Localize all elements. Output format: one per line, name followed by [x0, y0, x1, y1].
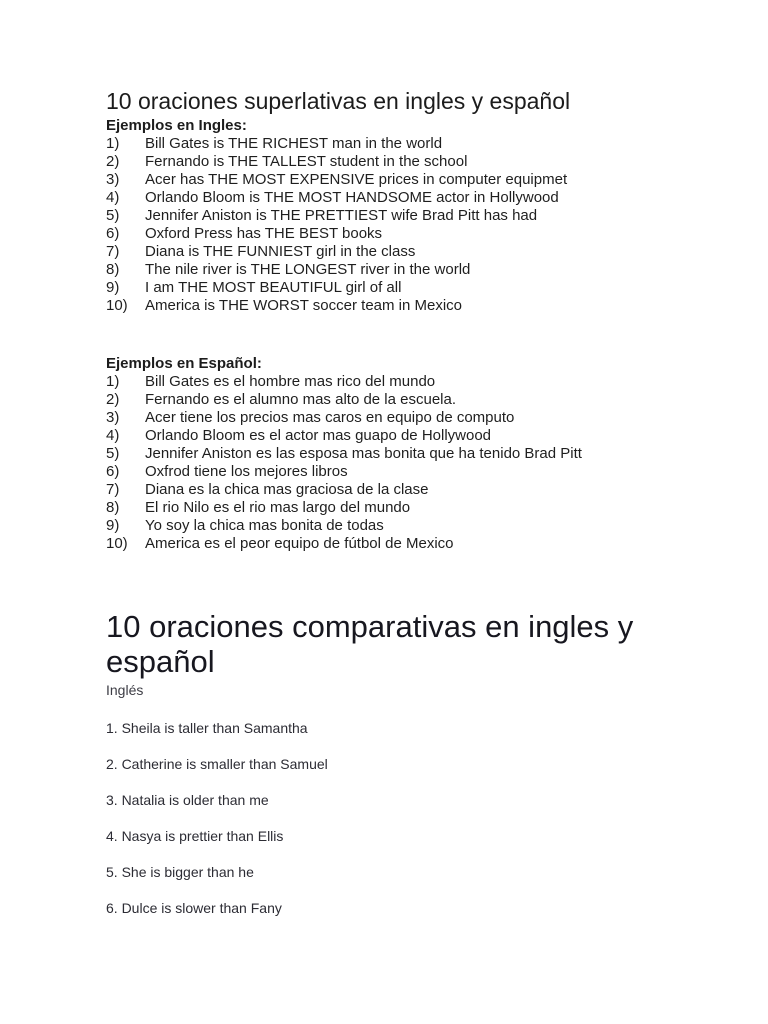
list-item-number: 4) — [106, 427, 120, 444]
list-item-text: Orlando Bloom es el actor mas guapo de Hollywood — [145, 427, 492, 444]
list-item — [106, 427, 708, 445]
comparative-sentence: 3. Natalia is older than me — [106, 792, 269, 808]
comparative-sentences — [106, 720, 708, 917]
list-item-number: 6) — [106, 225, 120, 242]
list-item — [106, 225, 708, 243]
list-item — [106, 517, 708, 535]
english-examples-label: Ejemplos en Ingles: — [106, 117, 247, 134]
list-item-text: America es el peor equipo de fútbol de Mexico — [145, 535, 454, 552]
list-item-text: The nile river is THE LONGEST river in the world — [145, 261, 471, 278]
document-content — [106, 88, 708, 936]
list-item — [106, 445, 708, 463]
list-item-number: 3) — [106, 171, 120, 188]
list-item — [106, 153, 708, 171]
comparatives-title: 10 oraciones comparativas en ingles y español — [106, 609, 634, 679]
list-item-number: 5) — [106, 445, 120, 462]
comparative-sentence: 6. Dulce is slower than Fany — [106, 900, 282, 916]
list-item-text: Acer tiene los precios mas caros en equipo de computo — [145, 409, 515, 426]
list-item-text: Diana is THE FUNNIEST girl in the class — [145, 243, 416, 260]
list-item-number: 5) — [106, 207, 120, 224]
spanish-examples-label: Ejemplos en Español: — [106, 355, 262, 372]
list-item — [106, 243, 708, 261]
list-item-number: 10) — [106, 297, 128, 314]
list-item — [106, 261, 708, 279]
list-item — [106, 135, 708, 153]
list-item — [106, 297, 708, 315]
comparatives-subtitle: Inglés — [106, 682, 144, 698]
list-item-text: Fernando is THE TALLEST student in the school — [145, 153, 468, 170]
list-item — [106, 391, 708, 409]
list-item-number: 2) — [106, 391, 120, 408]
list-item-number: 8) — [106, 499, 120, 516]
list-item-number: 3) — [106, 409, 120, 426]
list-item-text: Acer has THE MOST EXPENSIVE prices in computer equipmet — [145, 171, 568, 188]
list-item-text: I am THE MOST BEAUTIFUL girl of all — [145, 279, 402, 296]
list-item — [106, 481, 708, 499]
list-item-text: Oxfrod tiene los mejores libros — [145, 463, 348, 480]
list-item — [106, 373, 708, 391]
list-item-number: 2) — [106, 153, 120, 170]
list-item — [106, 409, 708, 427]
list-item — [106, 463, 708, 481]
list-item — [106, 535, 708, 553]
list-item-text: Bill Gates es el hombre mas rico del mundo — [145, 373, 436, 390]
list-item-text: Fernando es el alumno mas alto de la escuela. — [145, 391, 457, 408]
spanish-examples-list — [106, 373, 708, 553]
list-item-text: Oxford Press has THE BEST books — [145, 225, 383, 242]
list-item — [106, 171, 708, 189]
list-item-number: 6) — [106, 463, 120, 480]
list-item-text: Orlando Bloom is THE MOST HANDSOME actor in Hollywood — [145, 189, 559, 206]
list-item-number: 1) — [106, 373, 120, 390]
list-item-number: 8) — [106, 261, 120, 278]
list-item-number: 9) — [106, 279, 120, 296]
list-item — [106, 189, 708, 207]
superlatives-title: 10 oraciones superlativas en ingles y español — [106, 88, 571, 114]
list-item-number: 9) — [106, 517, 120, 534]
english-examples-list — [106, 135, 708, 315]
list-item-text: America is THE WORST soccer team in Mexico — [145, 297, 463, 314]
comparative-sentence: 2. Catherine is smaller than Samuel — [106, 756, 328, 772]
list-item — [106, 499, 708, 517]
list-item-number: 10) — [106, 535, 128, 552]
comparative-sentence: 1. Sheila is taller than Samantha — [106, 720, 308, 736]
list-item — [106, 207, 708, 225]
spanish-examples-block — [106, 355, 708, 553]
list-item-text: El rio Nilo es el rio mas largo del mundo — [145, 499, 411, 516]
comparative-sentence: 4. Nasya is prettier than Ellis — [106, 828, 284, 844]
list-item-text: Diana es la chica mas graciosa de la clase — [145, 481, 429, 498]
list-item-text: Yo soy la chica mas bonita de todas — [145, 517, 384, 534]
list-item-text: Bill Gates is THE RICHEST man in the world — [145, 135, 443, 152]
list-item-number: 7) — [106, 243, 120, 260]
list-item-number: 7) — [106, 481, 120, 498]
list-item — [106, 279, 708, 297]
list-item-number: 1) — [106, 135, 120, 152]
list-item-text: Jennifer Aniston es las esposa mas bonita que ha tenido Brad Pitt — [145, 445, 582, 462]
list-item-text: Jennifer Aniston is THE PRETTIEST wife Brad Pitt has had — [145, 207, 538, 224]
list-item-number: 4) — [106, 189, 120, 206]
comparative-sentence: 5. She is bigger than he — [106, 864, 254, 880]
